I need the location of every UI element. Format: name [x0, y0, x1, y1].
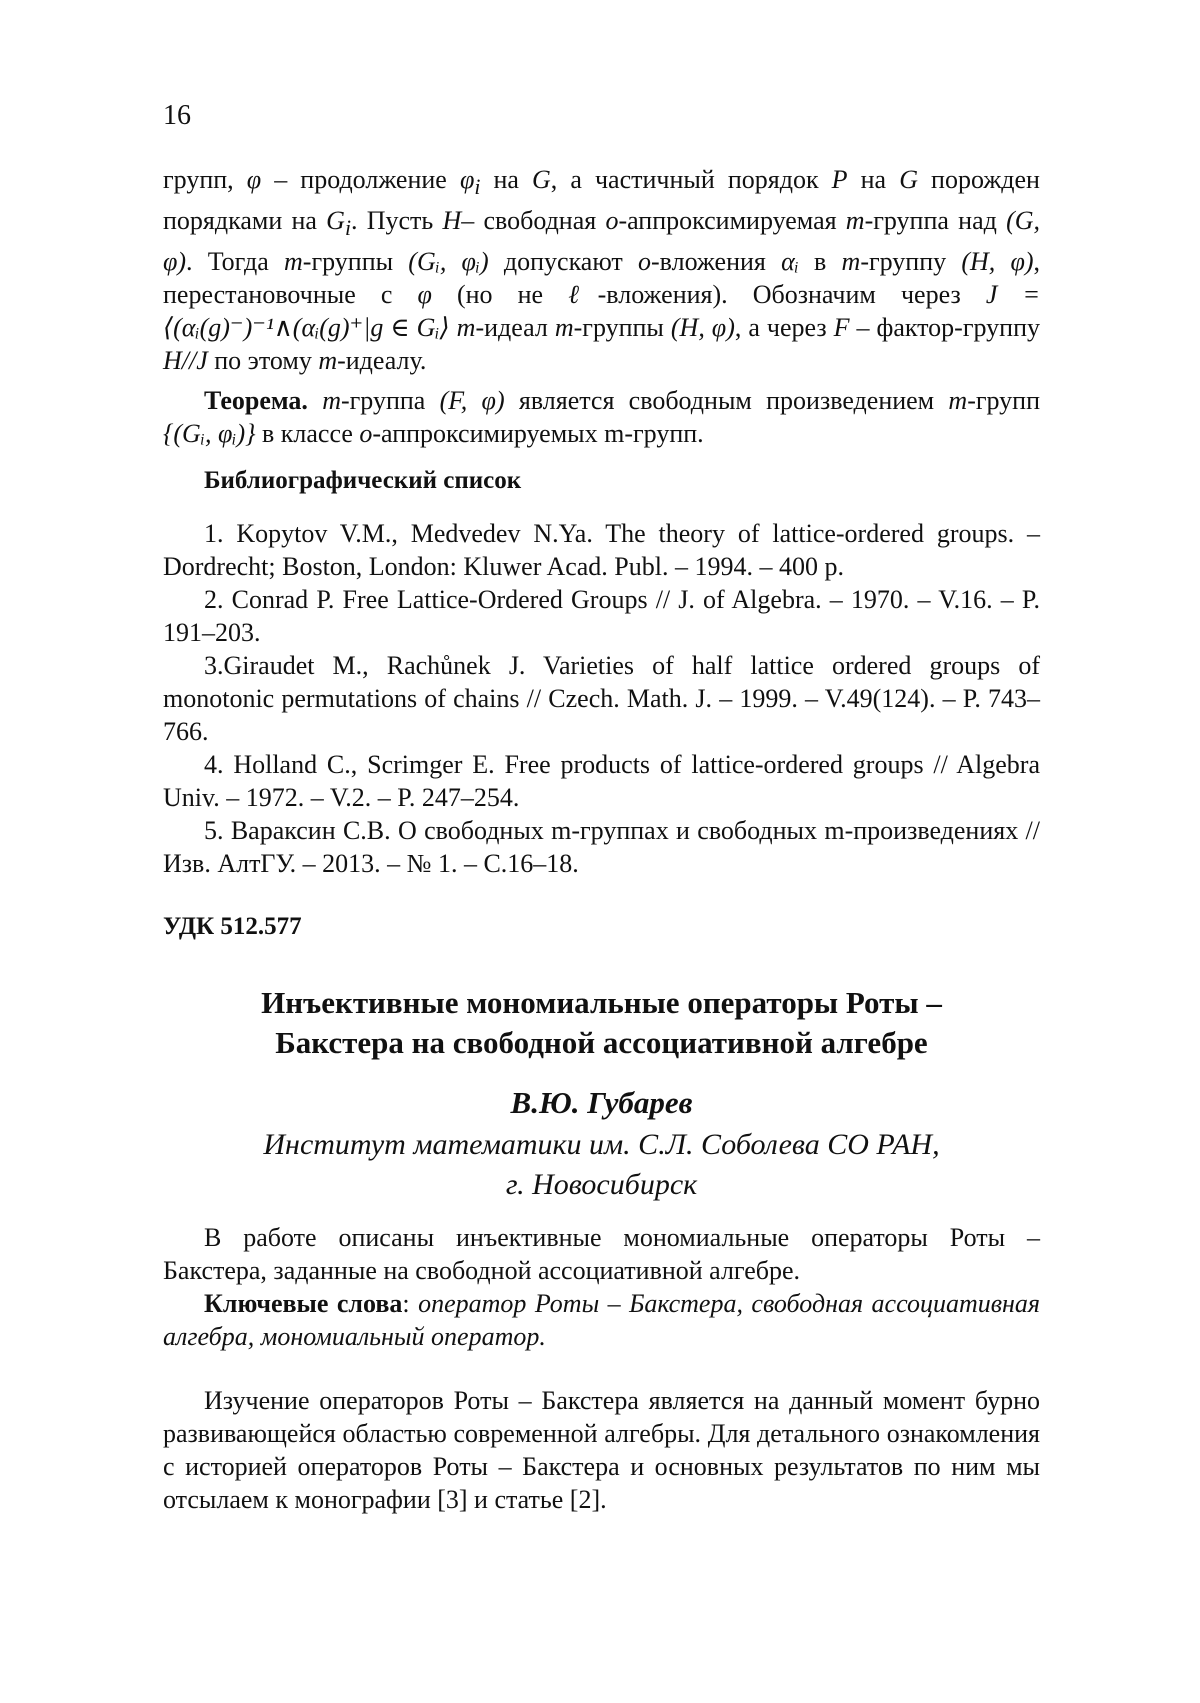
- bibliography-item: 3.Giraudet M., Rachůnek J. Varieties of half lattice ordered groups of monotonic permutations of chains // Czech. Math. J. – 1999. – V.49(124). – P. 743–766.: [163, 649, 1040, 748]
- bibliography-heading: Библиографический список: [204, 467, 521, 495]
- bibliography-item: 1. Kopytov V.M., Medvedev N.Ya. The theory of lattice-ordered groups. – Dordrecht; Boston, London: Kluwer Acad. Publ. – 1994. – 400 p.: [163, 517, 1040, 583]
- theorem: Теорема. m-группа (F, φ) является свободным произведением m-групп {(Gᵢ, φᵢ)} в классе o-аппроксимируемых m-групп.: [163, 384, 1040, 450]
- udk-code: УДК 512.577: [163, 913, 302, 941]
- author-affiliation: Институт математики им. С.Л. Соболева СО РАН, г. Новосибирск: [163, 1125, 1040, 1205]
- intro-paragraph: групп, φ – продолжение φi на G, а частичный порядок P на G порожден порядками на Gi. Пусть H– свободная o-аппроксимируемая m-группа над (G, φ). Тогда m-группы (Gᵢ, φᵢ) допускают o-вложения αᵢ в m-группу (H, φ), перестановочные с φ (но не ℓ-вложения). Обозначим через J = ⟨(αᵢ(g)⁻)⁻¹∧(αᵢ(g)⁺|g ∈ Gᵢ⟩ m-идеал m-группы (H, φ), а через F – фактор-группу H//J по этому m-идеалу.: [163, 163, 1040, 377]
- theorem-label: Теорема.: [204, 386, 308, 415]
- keywords-list: оператор Роты – Бакстера, свободная ассоциативная алгебра, мономиальный оператор.: [163, 1289, 1040, 1351]
- article-title: Инъективные мономиальные операторы Роты – Бакстера на свободной ассоциативной алгебре: [163, 983, 1040, 1063]
- author-name: В.Ю. Губарев: [163, 1085, 1040, 1121]
- bibliography-item: 5. Вараксин С.В. О свободных m-группах и свободных m-произведениях // Изв. АлтГУ. – 2013. – № 1. – С.16–18.: [163, 814, 1040, 880]
- bibliography-item: 2. Conrad P. Free Lattice-Ordered Groups // J. of Algebra. – 1970. – V.16. – P. 191–203.: [163, 583, 1040, 649]
- keywords: Ключевые слова: оператор Роты – Бакстера, свободная ассоциативная алгебра, мономиальный оператор.: [163, 1287, 1040, 1353]
- bibliography-item: 4. Holland C., Scrimger E. Free products of lattice-ordered groups // Algebra Univ. – 1972. – V.2. – P. 247–254.: [163, 748, 1040, 814]
- article-introduction: Изучение операторов Роты – Бакстера является на данный момент бурно развивающейся областью современной алгебры. Для детального ознакомления с историей операторов Роты – Бакстера и основных результатов по ним мы отсылаем к монографии [3] и статье [2].: [163, 1384, 1040, 1516]
- abstract: В работе описаны инъективные мономиальные операторы Роты – Бакстера, заданные на свободной ассоциативной алгебре.: [163, 1221, 1040, 1287]
- bibliography-list: [163, 517, 1040, 880]
- keywords-label: Ключевые слова: [204, 1289, 402, 1318]
- page-number: 16: [163, 100, 191, 132]
